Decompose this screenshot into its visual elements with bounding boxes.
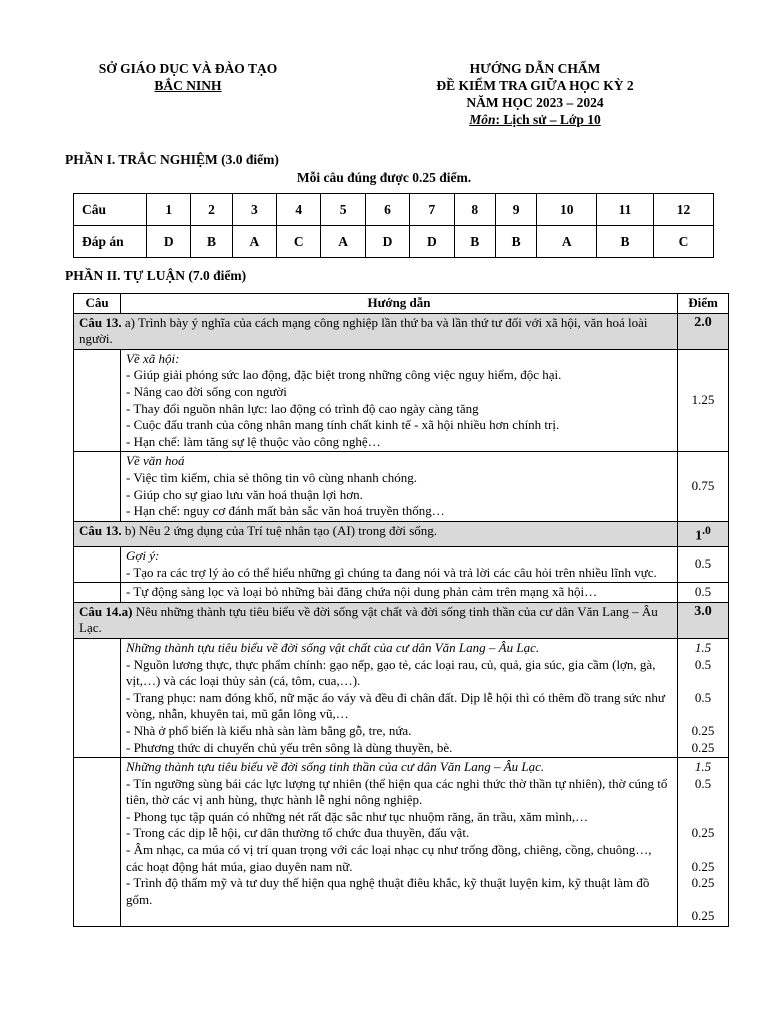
department-name: SỞ GIÁO DỤC VÀ ĐÀO TẠO: [98, 61, 278, 76]
culture-block: [121, 452, 678, 521]
department-header: [68, 60, 308, 94]
question-14a-row: [74, 602, 729, 638]
guide-item: - Tín ngưỡng sùng bái các lực lượng tự nhiên (thể hiện qua các nghi thức thờ thần tự nhiên), thờ cúng tổ tiên, thờ các vị anh hùng, thực hành lễ nghi nông nghiệp.: [126, 775, 668, 808]
answer-letter: A: [321, 226, 365, 258]
province-name: BẮC NINH: [154, 78, 222, 93]
question-number: 8: [454, 194, 495, 226]
guide-item: - Cuộc đấu tranh của công nhân mang tính chất kinh tế - xã hội nhiều hơn chính trị.: [126, 417, 560, 433]
guide-block: [74, 452, 729, 521]
item-points: 0.5: [694, 656, 712, 672]
item-points: 1.5: [694, 759, 712, 775]
points-column: [678, 758, 729, 927]
item-points: 0.25: [691, 858, 715, 874]
question-number: 12: [653, 194, 713, 226]
guide-item: - Trình độ thẩm mỹ và tư duy thể hiện qua nghệ thuật điêu khắc, kỹ thuật luyện kim, kỹ thuật làm đồ gốm.: [126, 875, 650, 907]
guide-item: - Hạn chế: làm tăng sự lệ thuộc vào công nghệ…: [126, 433, 381, 449]
answer-letter: A: [232, 226, 276, 258]
item-points: 0.25: [691, 908, 715, 924]
guide-item: - Giúp cho sự giao lưu văn hoá thuận lợi hơn.: [126, 486, 363, 502]
col-header-guide: Hướng dẫn: [121, 294, 678, 314]
question-13a-row: [74, 313, 729, 349]
question-number: 7: [410, 194, 454, 226]
guide-item: - Việc tìm kiếm, chia sẻ thông tin vô cùng nhanh chóng.: [126, 469, 418, 485]
material-heading: Những thành tựu tiêu biểu về đời sống vật chất của cư dân Văn Lang – Âu Lạc.: [126, 639, 540, 655]
item-points: 0.75: [678, 452, 729, 521]
answer-table: [73, 193, 714, 258]
guide-item: - Trong các dịp lễ hội, cư dân thường tổ chức đua thuyền, đấu vật.: [126, 825, 470, 841]
culture-heading: Về văn hoá: [126, 453, 185, 469]
part2-title: PHẦN II. TỰ LUẬN (7.0 điểm): [65, 268, 247, 283]
question-row-label: Câu: [74, 194, 147, 226]
answer-letter: A: [537, 226, 597, 258]
question-number: 10: [537, 194, 597, 226]
question-label: Câu 13.: [79, 522, 122, 538]
question-number: 1: [147, 194, 191, 226]
answer-letter: C: [277, 226, 321, 258]
guide-title: HƯỚNG DẪN CHẤM: [469, 61, 601, 76]
essay-header-row: [74, 294, 729, 314]
guide-block: [74, 583, 729, 603]
item-points: 0.5: [694, 775, 712, 791]
part1-note: Mỗi câu đúng được 0.25 điểm.: [296, 170, 472, 185]
spiritual-block: [121, 758, 678, 927]
guide-block: [74, 546, 729, 582]
guide-item: - Tạo ra các trợ lý ảo có thể hiểu những gì chúng ta đang nói và trả lời các câu hỏi trên nhiều lĩnh vực.: [126, 564, 657, 580]
guide-block: [74, 638, 729, 757]
question-13a-text: Câu 13. a) Trình bày ý nghĩa của cách mạng công nghiệp lần thứ ba và lần thứ tư đối với xã hội, văn hoá loài người.: [74, 313, 678, 349]
exam-title: ĐỀ KIỂM TRA GIỮA HỌC KỲ 2: [436, 78, 634, 93]
guide-item: - Hạn chế: nguy cơ đánh mất bản sắc văn hoá truyền thống…: [126, 503, 445, 519]
item-points: 0.5: [694, 689, 712, 705]
guide-item: - Phong tục tập quán có những nét rất đặc sắc như tục nhuộm răng, ăn trầu, xăm mình,…: [126, 808, 589, 824]
essay-guide-table: [73, 293, 729, 927]
item-points: 0.25: [691, 875, 715, 891]
item-points: 0.25: [691, 722, 715, 738]
question-14a-text: Câu 14.a) Nêu những thành tựu tiêu biểu về đời sống vật chất và đời sống tinh thần của cư dân Văn Lang – Âu Lạc.: [74, 602, 678, 638]
col-header-cau: Câu: [74, 294, 121, 314]
question-number: 6: [365, 194, 409, 226]
hint-block: [121, 546, 678, 582]
material-block: [121, 638, 678, 757]
answer-letter: C: [653, 226, 713, 258]
answer-row: [74, 226, 714, 258]
guide-item: - Nâng cao đời sống con người: [126, 383, 287, 399]
guide-item: - Phương thức di chuyển chủ yếu trên sông là dùng thuyền, bè.: [126, 739, 453, 755]
guide-block: [74, 758, 729, 927]
answer-letter: D: [147, 226, 191, 258]
guide-item: - Giúp giải phóng sức lao động, đặc biệt trong những công việc nguy hiểm, độc hại.: [126, 367, 562, 383]
question-number: 5: [321, 194, 365, 226]
question-points: $1^{.0}$: [678, 521, 729, 546]
subject-label: Môn: [469, 112, 496, 127]
question-number: 9: [495, 194, 536, 226]
question-13b-text: Câu 13. b) Nêu 2 ứng dụng của Trí tuệ nhân tạo (AI) trong đời sống.: [74, 521, 678, 546]
guide-item: - Tự động sàng lọc và loại bỏ những bài đăng chứa nội dung phản cảm trên mạng xã hội…: [121, 583, 678, 603]
guide-item: - Trang phục: nam đóng khố, nữ mặc áo váy và đều đi chân đất. Dịp lễ hội thì có thêm đồ trang sức như vòng, nhẫn, khuyên tai, mũ gắn lông vũ,…: [126, 689, 665, 722]
answer-letter: B: [454, 226, 495, 258]
answer-letter: B: [597, 226, 654, 258]
question-label: Câu 13.: [79, 314, 122, 330]
question-number: 3: [232, 194, 276, 226]
item-points: 0.5: [678, 583, 729, 603]
answer-letter: B: [495, 226, 536, 258]
points-column: [678, 638, 729, 757]
item-points: 0.25: [691, 739, 715, 755]
subject-value: : Lịch sử – Lớp 10: [495, 112, 601, 127]
subject-line: [390, 111, 680, 128]
guide-item: - Nguồn lương thực, thực phẩm chính: gạo nếp, gạo tẻ, các loại rau, củ, quả, gia súc, gia cầm (lợn, gà, vịt,…) và các loại thủy sản (cá, tôm, cua,…).: [126, 656, 656, 689]
answer-letter: D: [410, 226, 454, 258]
spiritual-heading: Những thành tựu tiêu biểu về đời sống tinh thần của cư dân Văn Lang – Âu Lạc.: [126, 759, 545, 775]
exam-header: [390, 60, 680, 128]
question-number: 11: [597, 194, 654, 226]
part1-title: PHẦN I. TRẮC NGHIỆM (3.0 điểm): [65, 152, 279, 167]
item-points: 1.25: [678, 349, 729, 452]
society-block: [121, 349, 678, 452]
question-number: 4: [277, 194, 321, 226]
society-heading: Về xã hội:: [126, 350, 180, 366]
guide-block: [74, 349, 729, 452]
question-13b-row: [74, 521, 729, 546]
question-number: 2: [191, 194, 232, 226]
answer-row-label: Đáp án: [74, 226, 147, 258]
item-points: 0.5: [678, 546, 729, 582]
guide-item: - Nhà ở phổ biến là kiểu nhà sàn làm bằng gỗ, tre, nứa.: [126, 722, 412, 738]
guide-item: - Âm nhạc, ca múa có vị trí quan trọng với các loại nhạc cụ như trống đồng, chiêng, cồng, chuông…, các hoạt động hát múa, giao duyên nam nữ.: [126, 842, 652, 874]
school-year: NĂM HỌC 2023 – 2024: [466, 95, 604, 110]
answer-letter: B: [191, 226, 232, 258]
hint-heading: Gợi ý:: [126, 547, 160, 563]
guide-item: - Thay đổi nguồn nhân lực: lao động có trình độ cao ngày càng tăng: [126, 400, 479, 416]
question-row: [74, 194, 714, 226]
question-points: 2.0: [678, 313, 729, 349]
item-points: 1.5: [694, 639, 712, 655]
question-points: 3.0: [678, 602, 729, 638]
answer-letter: D: [365, 226, 409, 258]
item-points: 0.25: [691, 825, 715, 841]
question-label: Câu 14.a): [79, 603, 133, 619]
col-header-points: Điểm: [678, 294, 729, 314]
